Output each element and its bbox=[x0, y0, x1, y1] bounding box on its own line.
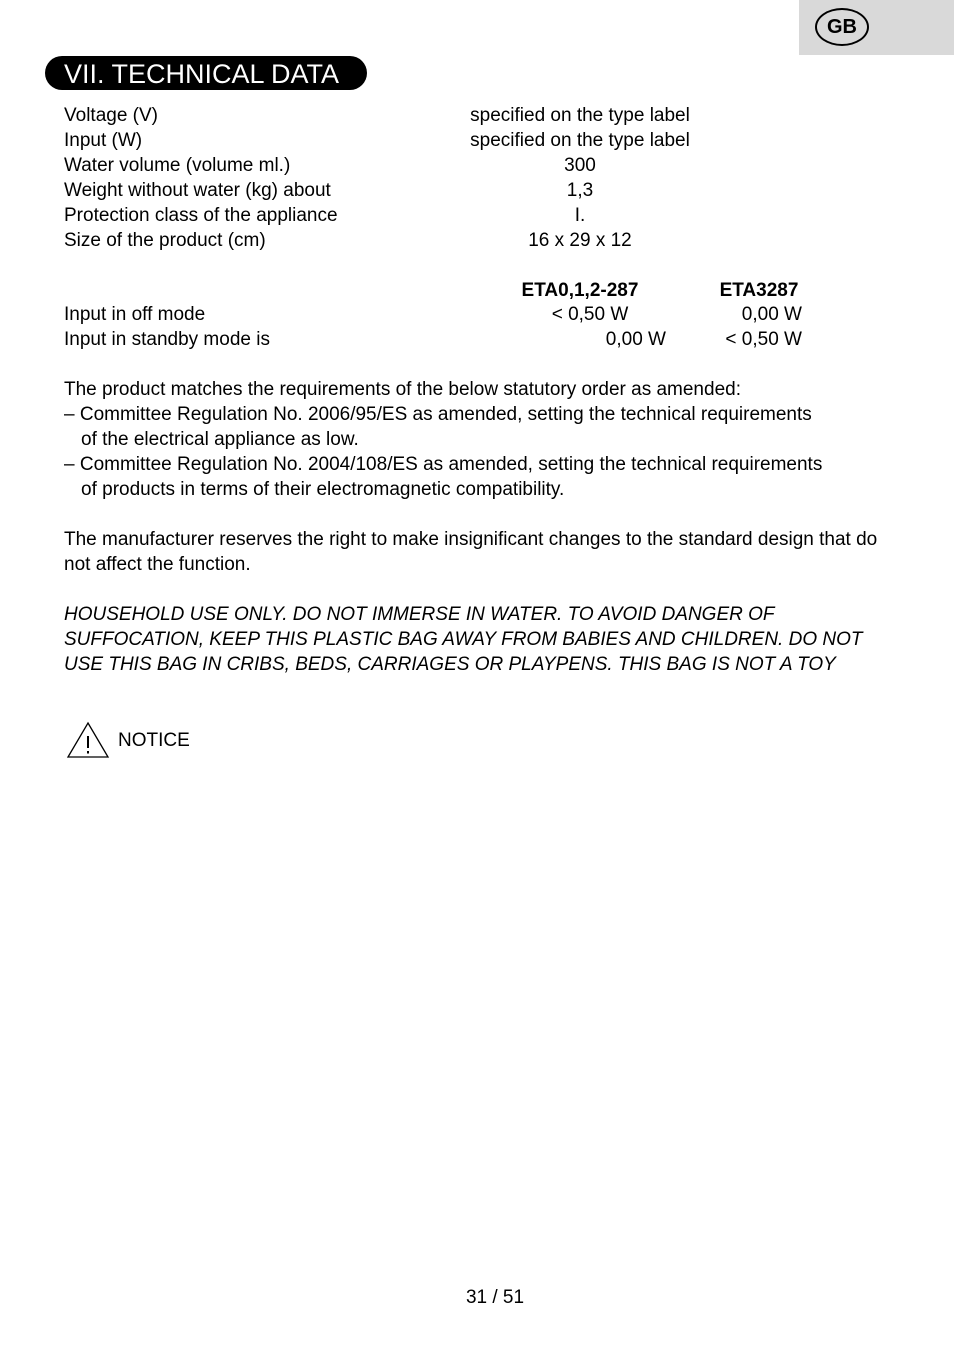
power-row-off-mode bbox=[64, 302, 884, 327]
power-value-text: 0,00 W bbox=[605, 329, 666, 350]
section-title: VII. TECHNICAL DATA bbox=[45, 56, 367, 90]
power-label: Input in off mode bbox=[64, 304, 206, 325]
spec-row-protection-class bbox=[64, 203, 884, 228]
compliance-item-1-line2: of the electrical appliance as low. bbox=[81, 429, 359, 450]
spec-value: 1,3 bbox=[566, 180, 594, 201]
spec-value: I. bbox=[574, 205, 586, 226]
model-header-1: ETA0,1,2-287 bbox=[521, 280, 639, 301]
spec-label: Water volume (volume ml.) bbox=[64, 155, 291, 176]
compliance-intro: The product matches the requirements of the below statutory order as amended: bbox=[64, 379, 741, 400]
spec-row-size bbox=[64, 228, 884, 253]
spec-value: 16 x 29 x 12 bbox=[528, 230, 632, 251]
power-value-1: < 0,50 W bbox=[551, 304, 629, 325]
compliance-item-2-line1: – Committee Regulation No. 2004/108/ES as amended, setting the technical requirements bbox=[64, 454, 823, 475]
warning-triangle-icon bbox=[66, 721, 110, 759]
compliance-item-2-line2: of products in terms of their electromagnetic compatibility. bbox=[81, 479, 565, 500]
power-table-header bbox=[64, 278, 884, 303]
compliance-item-1-line1: – Committee Regulation No. 2006/95/ES as amended, setting the technical requirements bbox=[64, 404, 812, 425]
spec-value: 300 bbox=[564, 155, 596, 176]
spec-label: Input (W) bbox=[64, 130, 143, 151]
power-value-1 bbox=[506, 327, 678, 352]
power-label: Input in standby mode is bbox=[64, 329, 270, 350]
safety-warning-text: HOUSEHOLD USE ONLY. DO NOT IMMERSE IN WATER. TO AVOID DANGER OF SUFFOCATION, KEEP THIS PLASTIC BAG AWAY FROM BABIES AND CHILDREN. DO NOT USE THIS BAG IN CRIBS, BEDS, CARRIAGES OR PLAYPENS. THIS BAG IS NOT A TOY bbox=[64, 604, 863, 675]
manufacturer-note-text: The manufacturer reserves the right to make insignificant changes to the standard design that do not affect the function. bbox=[64, 529, 878, 575]
spec-label: Voltage (V) bbox=[64, 105, 158, 126]
spec-row-voltage bbox=[64, 103, 884, 128]
notice-label: NOTICE bbox=[118, 730, 190, 751]
model-header-2: ETA3287 bbox=[719, 280, 799, 301]
power-row-standby-mode bbox=[64, 327, 884, 352]
language-tab bbox=[799, 0, 954, 55]
spec-label: Protection class of the appliance bbox=[64, 205, 338, 226]
page-number: 31 / 51 bbox=[465, 1287, 525, 1308]
spec-value: specified on the type label bbox=[470, 130, 690, 151]
spec-value: specified on the type label bbox=[470, 105, 690, 126]
power-value-2: < 0,50 W bbox=[725, 329, 802, 350]
compliance-section bbox=[64, 377, 894, 502]
spec-row-water-volume bbox=[64, 153, 884, 178]
safety-warning bbox=[64, 602, 886, 677]
spec-label: Weight without water (kg) about bbox=[64, 180, 331, 201]
language-badge: GB bbox=[815, 8, 869, 46]
spec-label: Size of the product (cm) bbox=[64, 230, 266, 251]
manufacturer-note bbox=[64, 527, 884, 577]
spec-row-input bbox=[64, 128, 884, 153]
power-value-2: 0,00 W bbox=[741, 304, 802, 325]
spec-row-weight bbox=[64, 178, 884, 203]
